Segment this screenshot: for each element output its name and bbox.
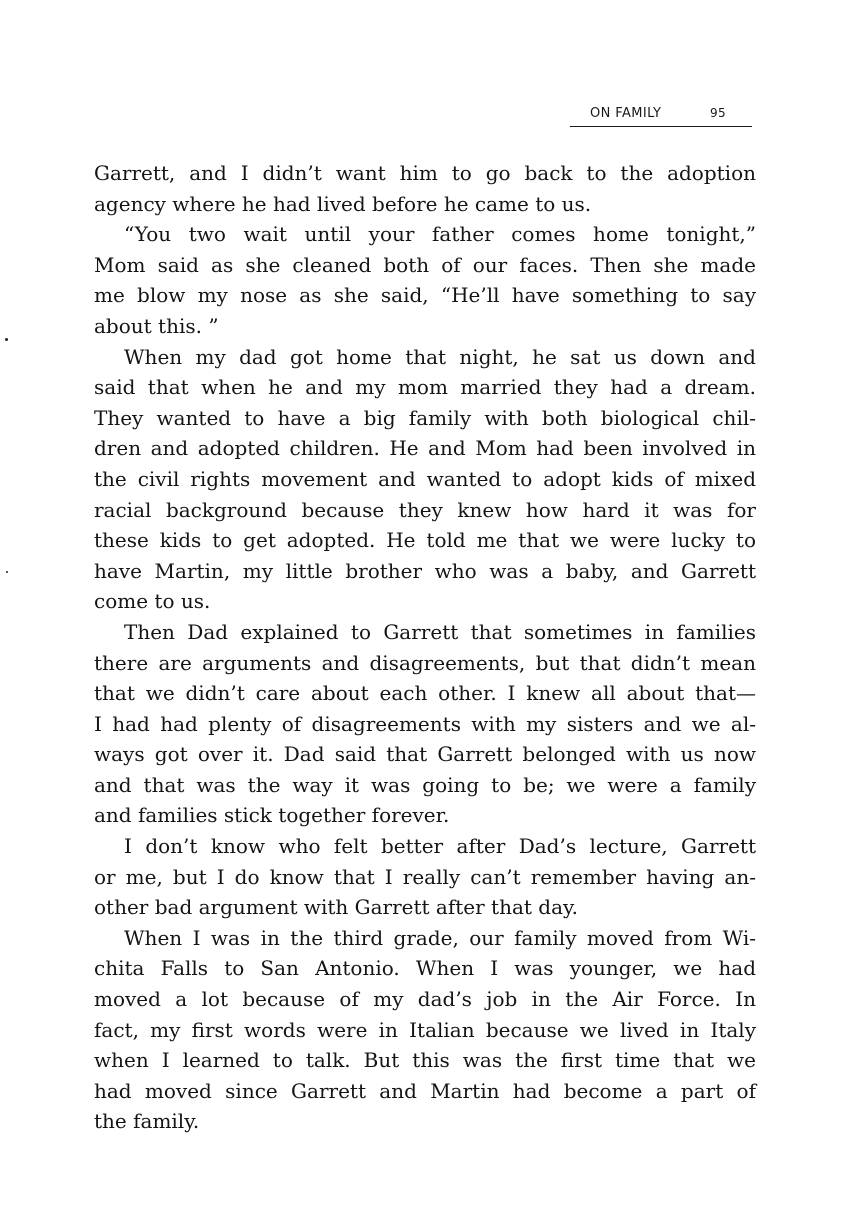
text-line: when I learned to talk. But this was the first time that we bbox=[94, 1048, 756, 1073]
text-line: come to us. bbox=[94, 589, 211, 614]
text-line: other bad argument with Garrett after that day. bbox=[94, 895, 579, 920]
text-line: racial background because they knew how hard it was for bbox=[94, 497, 756, 522]
text-line: have Martin, my little brother who was a baby, and Garrett bbox=[94, 558, 756, 583]
text-line: there are arguments and disagreements, but that didn’t mean bbox=[94, 650, 756, 675]
text-line: and that was the way it was going to be; we were a family bbox=[94, 772, 756, 797]
text-line: dren and adopted children. He and Mom had been involved in bbox=[94, 436, 756, 461]
text-line: Then Dad explained to Garrett that sometimes in families bbox=[124, 619, 756, 644]
text-line: Mom said as she cleaned both of our faces. Then she made bbox=[94, 252, 756, 277]
text-line: had moved since Garrett and Martin had become a part of bbox=[94, 1078, 756, 1103]
text-line: about this. ” bbox=[94, 313, 219, 338]
text-line: the civil rights movement and wanted to adopt kids of mixed bbox=[94, 466, 756, 491]
scan-speck bbox=[5, 338, 8, 341]
text-line: and families stick together forever. bbox=[94, 803, 450, 828]
text-line: Garrett, and I didn’t want him to go back to the adoption bbox=[94, 161, 756, 185]
text-line: I don’t know who felt better after Dad’s lecture, Garrett bbox=[124, 834, 756, 859]
running-header bbox=[570, 104, 752, 127]
text-line: or me, but I do know that I really can’t remember having an- bbox=[94, 864, 756, 889]
text-line: When my dad got home that night, he sat us down and bbox=[124, 344, 756, 369]
text-line: When I was in the third grade, our family moved from Wi- bbox=[124, 925, 756, 950]
text-line: fact, my first words were in Italian because we lived in Italy bbox=[94, 1017, 756, 1042]
text-line: They wanted to have a big family with both biological chil- bbox=[94, 405, 756, 430]
text-line: agency where he had lived before he came to us. bbox=[94, 191, 592, 216]
text-line: the family. bbox=[94, 1109, 200, 1134]
text-line: “You two wait until your father comes home tonight,” bbox=[124, 222, 756, 247]
scan-speck bbox=[6, 571, 8, 573]
text-line: moved a lot because of my dad’s job in the Air Force. In bbox=[94, 987, 756, 1012]
header-section-title: ON FAMILY bbox=[590, 106, 662, 121]
text-line: I had had plenty of disagreements with my sisters and we al- bbox=[94, 711, 756, 736]
text-line: me blow my nose as she said, “He’ll have something to say bbox=[94, 283, 756, 308]
page-number: 95 bbox=[710, 106, 727, 120]
text-line: that we didn’t care about each other. I knew all about that— bbox=[94, 681, 756, 706]
text-line: ways got over it. Dad said that Garrett belonged with us now bbox=[94, 742, 756, 767]
text-line: chita Falls to San Antonio. When I was younger, we had bbox=[94, 956, 756, 981]
text-line: said that when he and my mom married they had a dream. bbox=[94, 375, 756, 400]
text-line: these kids to get adopted. He told me that we were lucky to bbox=[94, 528, 756, 553]
body-text bbox=[94, 158, 756, 1137]
